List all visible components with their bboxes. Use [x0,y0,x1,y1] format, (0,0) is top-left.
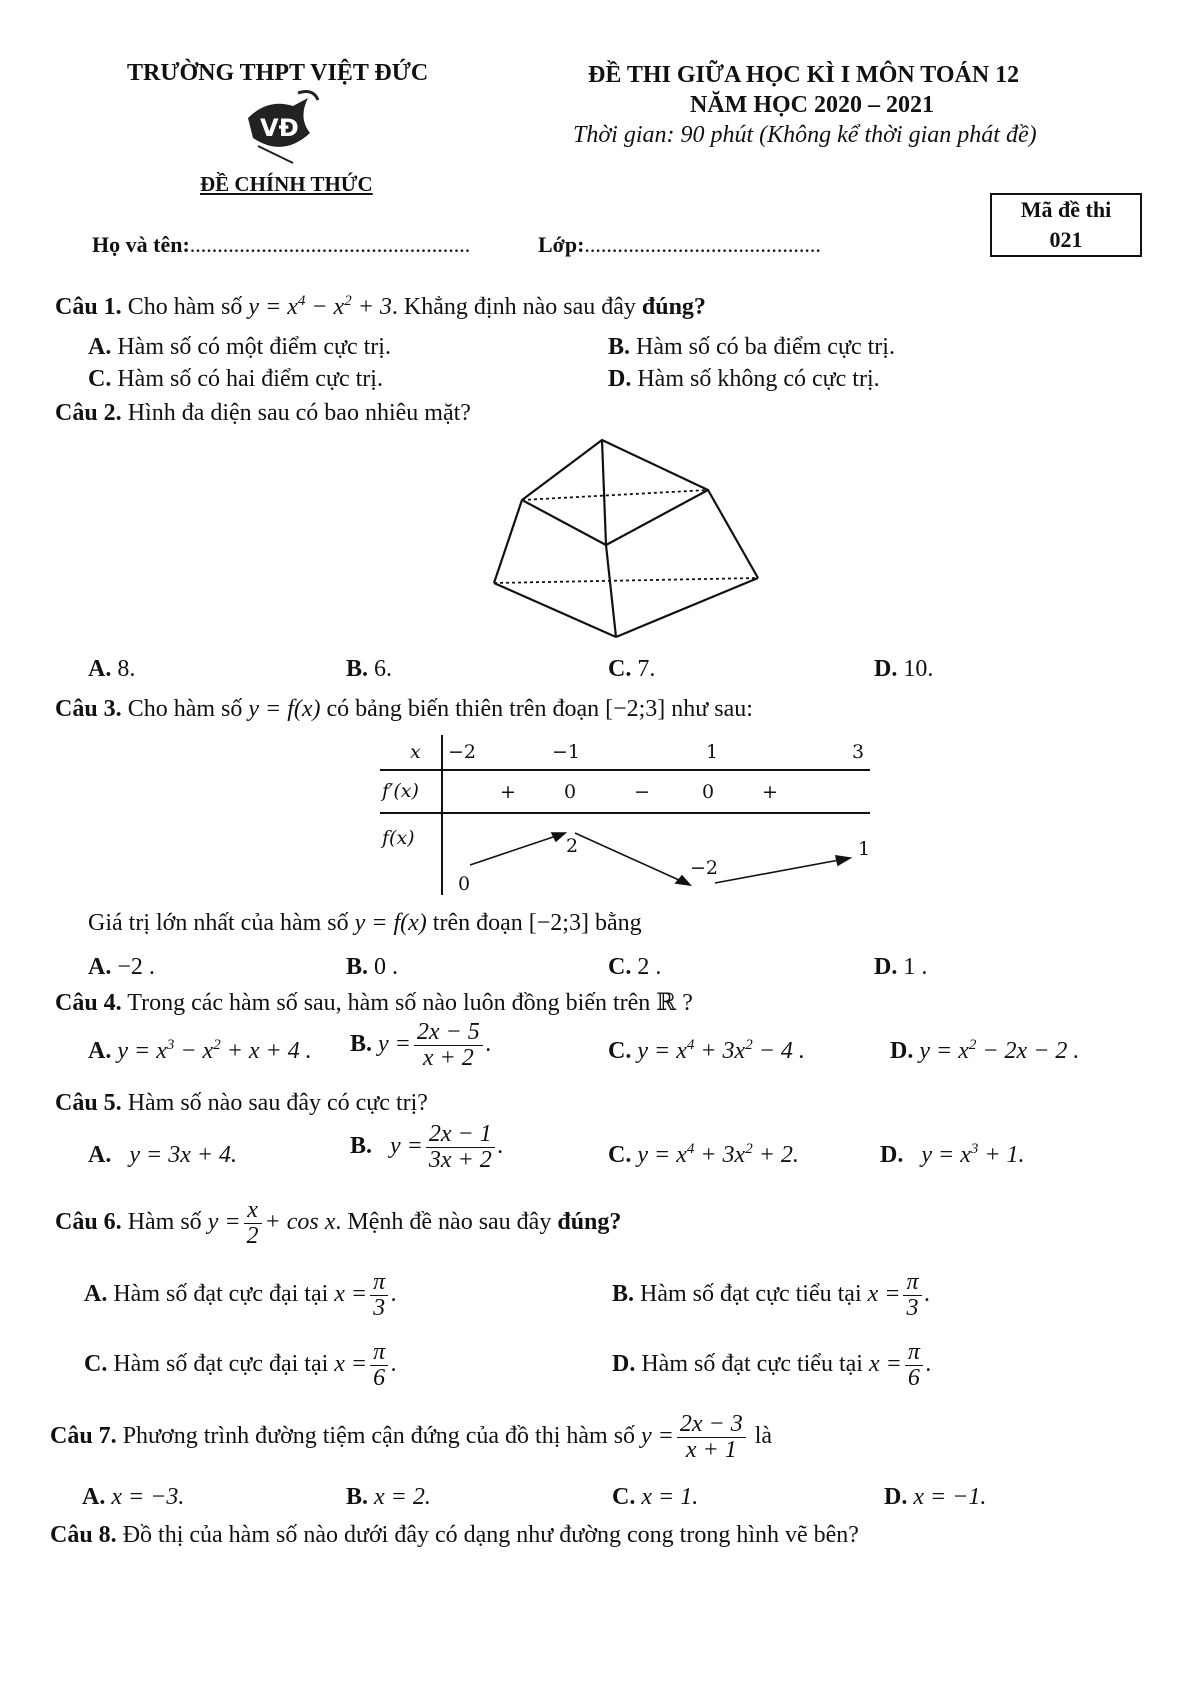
q2-a-text: 8. [117,656,136,682]
q6-a-text: Hàm số đạt cực đại tại [113,1281,329,1308]
q3-mid: có bảng biến thiên trên đoạn [326,696,600,722]
q6-option-d[interactable] [612,1340,932,1391]
q4-option-a[interactable] [88,1038,312,1065]
q1-b-label: B. [608,334,631,360]
table-f-header: f(x) [382,827,415,849]
q7-option-d[interactable] [884,1484,986,1511]
table-x-2: −1 [552,741,581,763]
q3-post: như sau: [671,696,753,722]
q7-d-text: x = −1. [913,1484,987,1510]
q7-function: y = $\frac{2x - 3}{x + 1}$ [641,1423,749,1449]
q1-post: . Khẳng định nào sau đây [391,294,636,320]
polyhedron-figure [480,430,770,650]
table-sign-1: + [500,781,516,803]
q7-c-label: C. [612,1484,636,1510]
q7-a-text: x = −3. [111,1484,185,1510]
q6-a-formula: x = $\frac{\pi}{3}$ . [334,1269,398,1322]
table-f-1: 0 [458,873,471,895]
q3-option-c[interactable] [608,954,661,981]
q6-post: . Mệnh đề nào sau đây [335,1209,552,1236]
q5-stem [55,1090,428,1117]
class-label: Lớp: [538,232,585,257]
q5-d-formula: $y = x^3 + 1$. [921,1141,1025,1168]
q3-b-label: B. [346,954,369,980]
q5-a-label: A. [88,1142,112,1168]
q2-option-c[interactable] [608,656,655,683]
q1-option-a[interactable] [88,334,391,361]
q7-label: Câu 7. [50,1423,117,1450]
q5-option-c[interactable] [608,1142,799,1169]
q2-a-label: A. [88,656,112,682]
q1-option-d[interactable] [608,366,880,393]
q8-label: Câu 8. [50,1522,117,1548]
q2-text: Hình đa diện sau có bao nhiêu mặt? [127,400,471,426]
q4-c-formula: $y = x^4 + 3x^2 - 4$ . [637,1037,805,1064]
q3-a-text: −2 . [117,954,155,980]
q3-c-text: 2 . [637,954,662,980]
q1-label: Câu 1. [55,294,122,320]
name-field [92,232,470,258]
q5-label: Câu 5. [55,1090,122,1116]
table-x-4: 3 [852,741,865,763]
q5-option-b[interactable] [350,1122,504,1173]
q1-d-text: Hàm số không có cực trị. [637,366,880,392]
table-f-2: 2 [566,835,579,857]
q2-option-d[interactable] [874,656,933,683]
q1-c-text: Hàm số có hai điểm cực trị. [117,366,383,392]
q1-bold: đúng? [641,294,706,320]
school-logo [238,88,328,168]
q4-stem [55,988,693,1017]
q2-option-b[interactable] [346,656,392,683]
exam-code-label: Mã đề thi [1020,197,1112,222]
table-sign-2: 0 [564,781,577,803]
table-fp-header: f′(x) [382,780,419,802]
q6-stem [55,1198,621,1249]
q4-option-d[interactable] [890,1038,1079,1065]
q1-a-label: A. [88,334,112,360]
q1-d-label: D. [608,366,632,392]
q4-b-label: B. [350,1031,373,1058]
q3-question [88,910,642,937]
name-label: Họ và tên: [92,232,190,257]
exam-code: 021 [1049,227,1083,252]
q5-b-label: B. [350,1133,373,1160]
q3-q-text: Giá trị lớn nhất của hàm số [88,910,349,936]
school-year: NĂM HỌC 2020 – 2021 [690,92,934,118]
q6-d-text: Hàm số đạt cực tiểu tại [641,1351,863,1378]
school-name: TRƯỜNG THPT VIỆT ĐỨC [127,60,429,86]
q1-function: $y = x^4 - x^2 + 3$ [248,293,392,320]
q6-option-a[interactable] [84,1270,397,1321]
q2-b-text: 6. [374,656,393,682]
q7-b-label: B. [346,1484,369,1510]
q4-d-label: D. [890,1038,914,1064]
q6-b-formula: x = $\frac{\pi}{3}$ . [867,1269,931,1322]
q2-label: Câu 2. [55,400,122,426]
q5-b-formula: y = $\frac{2x - 1}{3x + 2}$ . [390,1121,504,1174]
q6-label: Câu 6. [55,1209,122,1236]
q4-option-c[interactable] [608,1038,805,1065]
q2-d-text: 10. [903,656,934,682]
q3-a-label: A. [88,954,112,980]
q4-text: Trong các hàm số sau, hàm số nào luôn đồng biến trên ℝ ? [127,990,693,1016]
q5-option-d[interactable] [880,1142,1025,1169]
q1-c-label: C. [88,366,112,392]
q2-stem [55,400,471,427]
q6-a-label: A. [84,1281,108,1308]
table-sign-5: + [762,781,778,803]
q4-b-formula: y = $\frac{2x - 5}{x + 2}$ . [378,1019,492,1072]
q2-option-a[interactable] [88,656,135,683]
q1-b-text: Hàm số có ba điểm cực trị. [636,334,895,360]
table-sign-4: 0 [702,781,715,803]
q7-b-text: x = 2. [374,1484,431,1510]
exam-title: ĐỀ THI GIỮA HỌC KÌ I MÔN TOÁN 12 [588,62,1020,88]
table-sign-3: − [634,781,650,803]
polyhedron-top [522,440,708,545]
q7-text: Phương trình đường tiệm cận đứng của đồ thị hàm số [122,1423,636,1450]
q6-d-label: D. [612,1351,636,1378]
q7-post: là [754,1423,773,1450]
q4-option-b[interactable] [350,1020,492,1071]
q5-text: Hàm số nào sau đây có cực trị? [127,1090,428,1116]
class-dots: ........................................... [584,232,821,257]
q1-a-text: Hàm số có một điểm cực trị. [117,334,391,360]
q5-c-label: C. [608,1142,632,1168]
q6-b-text: Hàm số đạt cực tiểu tại [640,1281,862,1308]
q6-d-formula: x = $\frac{\pi}{6}$ . [868,1339,932,1392]
q7-a-label: A. [82,1484,106,1510]
q5-option-a[interactable] [88,1142,237,1169]
table-f-3: −2 [690,857,719,879]
q3-option-d[interactable] [874,954,927,981]
q3-function: y = f(x) [248,696,321,722]
q6-pre: Hàm số [127,1209,202,1236]
q3-option-b[interactable] [346,954,398,981]
q7-stem [50,1412,772,1463]
q3-pre: Cho hàm số [127,696,243,722]
q1-option-c[interactable] [88,366,383,393]
official-label: ĐỀ CHÍNH THỨC [200,172,373,196]
q3-interval: [−2;3] [605,696,666,722]
q2-c-label: C. [608,656,632,682]
q6-c-formula: x = $\frac{\pi}{6}$ . [334,1339,398,1392]
q3-q-post: bằng [594,910,642,936]
table-f-4: 1 [858,838,871,860]
class-field [538,232,821,258]
q3-option-a[interactable] [88,954,155,981]
q6-c-text: Hàm số đạt cực đại tại [113,1351,329,1378]
q3-label: Câu 3. [55,696,122,722]
q1-option-b[interactable] [608,334,895,361]
q2-c-text: 7. [637,656,656,682]
q2-b-label: B. [346,656,369,682]
name-dots: ................................................... [189,232,471,257]
q6-function: y = $\frac{x}{2}$ + cos x [207,1197,336,1250]
q4-d-formula: $y = x^2 - 2x - 2$ . [919,1037,1080,1064]
q4-c-label: C. [608,1038,632,1064]
table-x-header: x [410,741,421,763]
q8-stem [50,1522,859,1549]
exam-code-box [990,193,1142,257]
q3-b-text: 0 . [374,954,399,980]
q7-c-text: x = 1. [641,1484,699,1510]
q3-q-mid: trên đoạn [432,910,523,936]
q3-stem [55,696,753,723]
q4-a-label: A. [88,1038,112,1064]
q1-pre: Cho hàm số [127,294,243,320]
exam-time: Thời gian: 90 phút (Không kể thời gian phát đề) [573,122,1037,148]
q3-d-label: D. [874,954,898,980]
q3-c-label: C. [608,954,632,980]
variation-table [380,735,880,900]
q3-d-text: 1 . [903,954,928,980]
q6-option-b[interactable] [612,1270,931,1321]
q7-option-b[interactable] [346,1484,431,1511]
q6-b-label: B. [612,1281,635,1308]
q5-a-formula: y = 3x + 4. [129,1142,238,1168]
q2-d-label: D. [874,656,898,682]
q8-text: Đồ thị của hàm số nào dưới đây có dạng như đường cong trong hình vẽ bên? [122,1522,859,1548]
q4-a-formula: $y = x^3 - x^2 + x + 4$ . [117,1037,312,1064]
table-x-3: 1 [706,741,719,763]
q1-stem [55,294,706,321]
q6-option-c[interactable] [84,1340,397,1391]
q7-d-label: D. [884,1484,908,1510]
q5-d-label: D. [880,1142,904,1168]
q7-option-a[interactable] [82,1484,184,1511]
svg-text:VĐ: VĐ [260,114,299,142]
q3-q-function: y = f(x) [354,910,427,936]
q3-q-interval: [−2;3] [528,910,589,936]
q5-c-formula: $y = x^4 + 3x^2 + 2$. [637,1141,799,1168]
q4-label: Câu 4. [55,990,122,1016]
q7-option-c[interactable] [612,1484,698,1511]
q6-bold: đúng? [557,1209,622,1236]
table-x-1: −2 [448,741,477,763]
q6-c-label: C. [84,1351,108,1378]
